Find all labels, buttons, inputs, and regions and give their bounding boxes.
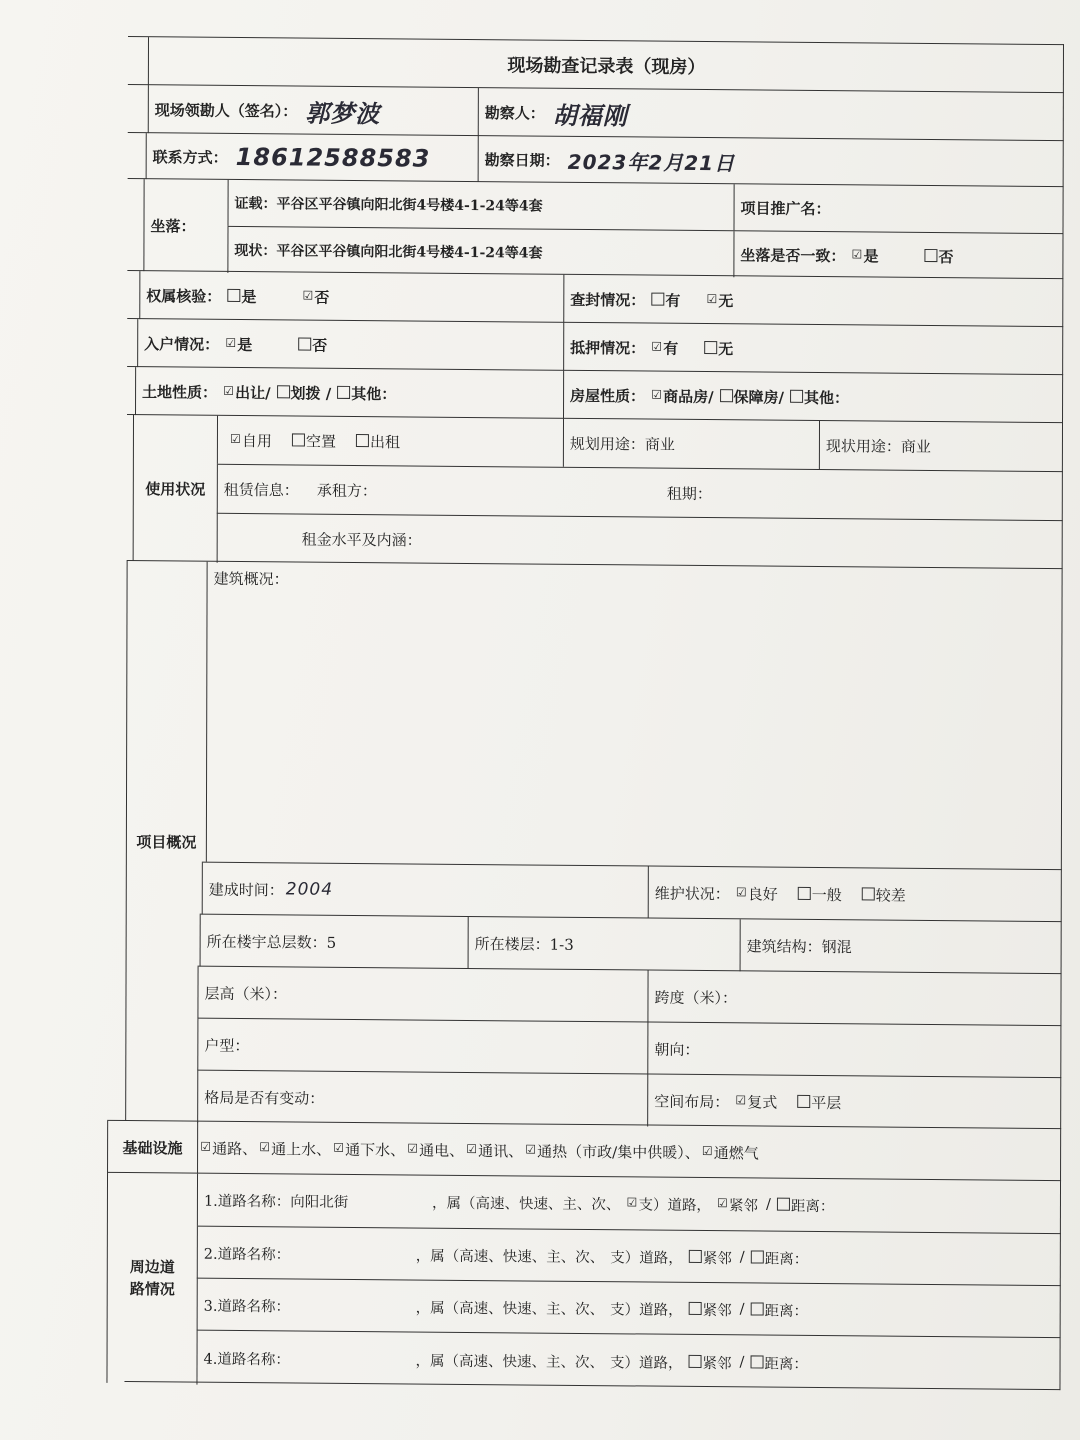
road-2-close: ）道路， <box>624 1249 683 1267</box>
road-4-distance: 距离： <box>764 1356 808 1373</box>
flat-checkbox[interactable] <box>797 1094 810 1107</box>
house-opt-affordable: 保障房/ <box>733 387 785 407</box>
road-2-type: ，属（高速、快速、主、次、 <box>415 1248 605 1266</box>
land-transfer-checkbox[interactable]: ☑ <box>223 383 234 398</box>
infra-telecom-text: 通讯、 <box>478 1141 524 1160</box>
ownership-no-checkbox[interactable]: ☑ <box>302 288 314 303</box>
use-self-text: 自用 <box>241 431 272 450</box>
use-vacant-text: 空置 <box>305 432 336 451</box>
flat-text: 平层 <box>811 1093 842 1112</box>
infra-gas-checkbox[interactable]: ☑ <box>701 1143 713 1158</box>
none-text: 无 <box>718 291 734 310</box>
road-1-distance-checkbox[interactable] <box>777 1197 790 1210</box>
total-floors: 所在楼宇总层数：5 <box>200 915 468 969</box>
mortgage-none-checkbox[interactable] <box>704 341 717 354</box>
infra-water-in-checkbox[interactable]: ☑ <box>259 1139 271 1154</box>
land-opt-allocate: 划拨 / <box>290 383 332 403</box>
road-3-branch: 支 <box>610 1301 625 1318</box>
height-subrow <box>197 966 1061 1027</box>
floors-subrow <box>200 914 1062 975</box>
road-2-adjacent: 紧邻 <box>702 1250 732 1267</box>
maintain-poor-text: 较差 <box>875 886 906 905</box>
build-time-subrow <box>202 862 1062 923</box>
road-3-adjacent: 紧邻 <box>702 1302 732 1319</box>
ownership-cell <box>139 271 563 323</box>
infra-road-text: 通路、 <box>212 1139 258 1158</box>
maintain-avg-checkbox[interactable] <box>798 886 811 899</box>
no-text: 否 <box>314 288 330 307</box>
road-1-branch: 支 <box>638 1196 653 1214</box>
road-4-distance-checkbox[interactable] <box>750 1355 763 1368</box>
road-3-adjacent-checkbox[interactable] <box>689 1301 702 1314</box>
floor-location: 所在楼层：1-3 <box>468 917 740 971</box>
span: 跨度（米）： <box>647 971 1061 1027</box>
road-4-name: 4.道路名称： <box>203 1351 290 1368</box>
house-other-checkbox[interactable] <box>790 389 803 402</box>
road-3-type: ，属（高速、快速、主、次、 <box>415 1300 605 1318</box>
seizure-cell <box>563 275 1063 327</box>
maintain-label: 维护状况： <box>654 884 730 903</box>
mortgage-have-checkbox[interactable]: ☑ <box>651 339 663 354</box>
ownership-yes-checkbox[interactable] <box>227 288 240 301</box>
no-text: 否 <box>938 247 954 266</box>
land-opt-other: 其他： <box>351 384 397 403</box>
road-1-subrow <box>197 1174 1061 1234</box>
project-row <box>125 560 1062 1129</box>
location-row <box>127 178 1063 279</box>
cert-subrow <box>228 180 1064 233</box>
use-vacant-checkbox[interactable] <box>292 433 305 446</box>
location-label: 坐落： <box>143 179 227 272</box>
seizure-have-checkbox[interactable] <box>651 292 664 305</box>
project-label: 项目概况 <box>125 561 206 1122</box>
infra-heat-text: 通热（市政/集中供暖）、 <box>537 1142 700 1162</box>
land-other-checkbox[interactable] <box>337 385 350 398</box>
actual-use: 现状用途：商业 <box>819 421 1063 471</box>
structure: 建筑结构：钢混 <box>740 919 1062 974</box>
layout-change: 格局是否有变动： <box>197 1071 647 1127</box>
infra-heat-checkbox[interactable]: ☑ <box>525 1141 537 1157</box>
date-label: 勘察日期： <box>484 150 560 170</box>
road-4-adjacent: 紧邻 <box>702 1355 732 1372</box>
road-2-slash: / <box>739 1249 745 1266</box>
building-overview-label: 建筑概况： <box>206 562 1063 869</box>
infra-power-checkbox[interactable]: ☑ <box>407 1140 419 1156</box>
entry-label: 入户情况： <box>144 334 220 354</box>
house-label: 房屋性质： <box>570 386 646 406</box>
road-4-adjacent-checkbox[interactable] <box>689 1354 702 1367</box>
road-1-branch-checkbox[interactable]: ☑ <box>626 1194 638 1209</box>
usage-subrow-2 <box>217 464 1063 521</box>
road-1-adjacent-checkbox[interactable]: ☑ <box>717 1195 728 1210</box>
maintain-good-checkbox[interactable]: ☑ <box>735 884 747 899</box>
road-3-close: ）道路， <box>624 1301 683 1319</box>
orientation: 朝向： <box>647 1023 1061 1079</box>
yes-text: 是 <box>237 335 253 354</box>
use-self-checkbox[interactable]: ☑ <box>230 431 241 446</box>
road-2-branch: 支 <box>610 1249 625 1266</box>
guide-signature: 郭梦波 <box>305 99 381 128</box>
guide-cell <box>148 85 478 136</box>
build-time-cell <box>202 863 648 919</box>
unit-subrow <box>197 1018 1061 1079</box>
usage-row <box>127 414 1063 569</box>
road-1 <box>197 1174 1061 1234</box>
infra-gas-text: 通燃气 <box>713 1143 759 1163</box>
space-layout-label: 空间布局： <box>654 1092 730 1111</box>
form-title: 现场勘查记录表（现房） <box>148 37 1064 93</box>
entry-yes-checkbox[interactable]: ☑ <box>225 335 237 350</box>
road-3-slash: / <box>739 1301 745 1318</box>
house-affordable-checkbox[interactable] <box>720 389 733 402</box>
date-value: 2023年2月21日 <box>567 149 736 175</box>
consistent-cell <box>733 231 1063 280</box>
consistent-yes-checkbox[interactable]: ☑ <box>851 246 863 261</box>
floor-height: 层高（米）： <box>197 967 647 1023</box>
yes-text: 是 <box>241 287 257 306</box>
lease-term-label: 租期： <box>666 484 712 504</box>
usage-options <box>217 416 563 467</box>
ownership-label: 权属核验： <box>146 286 222 306</box>
contact-label: 联系方式： <box>152 147 228 167</box>
road-1-close: ）道路， <box>652 1197 711 1214</box>
infra-power-text: 通电、 <box>419 1141 465 1160</box>
land-allocate-checkbox[interactable] <box>277 385 290 398</box>
date-cell <box>478 136 1064 187</box>
surveyor-cell <box>478 88 1064 141</box>
infra-water-in-text: 通上水、 <box>271 1139 332 1159</box>
road-3-name: 3.道路名称： <box>203 1298 291 1315</box>
overview-area <box>206 562 1063 869</box>
rental-cell <box>217 465 1063 521</box>
entry-cell <box>137 319 563 371</box>
road-2-adjacent-checkbox[interactable] <box>689 1249 702 1262</box>
infra-road-checkbox[interactable]: ☑ <box>200 1139 211 1154</box>
road-1-distance: 距离： <box>790 1198 835 1215</box>
none-text: 无 <box>718 339 734 358</box>
duplex-text: 复式 <box>747 1092 778 1112</box>
land-label: 土地性质： <box>142 382 218 402</box>
land-cell <box>135 367 563 419</box>
usage-subrow-1 <box>217 416 1063 471</box>
maintain-poor-checkbox[interactable] <box>862 887 875 900</box>
maintain-good-text: 良好 <box>747 884 778 904</box>
surveyor-signature: 胡福刚 <box>552 101 628 130</box>
build-time-label: 建成时间： <box>208 880 284 899</box>
infra-water-out-text: 通下水、 <box>345 1140 406 1159</box>
contact-cell <box>146 133 478 182</box>
road-3-subrow <box>197 1278 1061 1339</box>
consistent-label: 坐落是否一致： <box>740 245 846 265</box>
land-opt-transfer: 出让/ <box>235 383 271 402</box>
road-4-branch: 支 <box>610 1354 625 1371</box>
road-4-type: ，属（高速、快速、主、次、 <box>415 1353 605 1371</box>
infra-label: 基础设施 <box>107 1121 197 1174</box>
survey-form <box>124 36 1064 1390</box>
build-time-value: 2004 <box>285 879 334 900</box>
promo-name-label: 项目推广名： <box>734 184 1064 233</box>
road-3 <box>197 1279 1061 1339</box>
road-1-adjacent: 紧邻 <box>728 1197 758 1215</box>
road-1-type: ，属（高速、快速、主、次、 <box>431 1195 621 1213</box>
cert-address: 证载：平谷区平谷镇向阳北街4号楼4-1-24等4套 <box>228 180 734 230</box>
lessee-label: 承租方： <box>316 481 377 501</box>
house-commercial-checkbox[interactable]: ☑ <box>651 387 662 402</box>
road-3-distance-checkbox[interactable] <box>751 1302 764 1315</box>
consistent-no-checkbox[interactable] <box>924 248 937 261</box>
road-2-subrow <box>197 1226 1061 1287</box>
seizure-none-checkbox[interactable]: ☑ <box>706 291 718 306</box>
have-text: 有 <box>663 339 679 358</box>
roads-row <box>106 1172 1061 1391</box>
have-text: 有 <box>665 291 681 310</box>
road-1-name: 1.道路名称：向阳北街 <box>203 1193 349 1211</box>
house-opt-other: 其他： <box>804 388 850 407</box>
rental-info-label: 租赁信息： <box>223 480 299 500</box>
road-4 <box>196 1331 1060 1393</box>
road-4-subrow <box>196 1330 1060 1393</box>
seizure-label: 查封情况： <box>570 290 646 310</box>
surveyor-label: 勘察人： <box>484 103 545 123</box>
usage-label: 使用状况 <box>133 415 217 562</box>
road-2-distance-checkbox[interactable] <box>751 1250 764 1263</box>
mortgage-label: 抵押情况： <box>570 338 646 358</box>
entry-no-checkbox[interactable] <box>298 337 311 350</box>
roads-label: 周边道路情况 <box>106 1173 197 1384</box>
maintain-avg-text: 一般 <box>811 885 842 904</box>
no-text: 否 <box>312 336 328 355</box>
road-1-slash: / <box>765 1196 771 1213</box>
rent-level-label: 租金水平及内涵： <box>217 514 1063 570</box>
house-cell <box>563 371 1063 423</box>
guide-label: 现场领勘人（签名）： <box>154 100 298 120</box>
road-4-close: ）道路， <box>624 1354 683 1372</box>
road-2-name: 2.道路名称： <box>203 1246 291 1263</box>
use-rent-text: 出租 <box>369 432 401 451</box>
space-layout-cell <box>647 1075 1061 1131</box>
infra-row <box>107 1120 1061 1181</box>
mortgage-cell <box>563 323 1063 375</box>
yes-text: 是 <box>863 246 879 266</box>
infra-water-out-checkbox[interactable]: ☑ <box>333 1140 345 1155</box>
use-rent-checkbox[interactable] <box>356 433 369 446</box>
road-2 <box>197 1227 1061 1287</box>
actual-address: 现状：平谷区平谷镇向阳北街4号楼4-1-24等4套 <box>227 227 733 277</box>
infra-options <box>197 1122 1061 1182</box>
duplex-checkbox[interactable]: ☑ <box>735 1092 747 1107</box>
road-3-distance: 距离： <box>764 1303 809 1320</box>
plan-use: 规划用途：商业 <box>563 419 819 469</box>
maintain-cell <box>648 867 1062 923</box>
infra-telecom-checkbox[interactable]: ☑ <box>466 1141 478 1156</box>
unit-type: 户型： <box>197 1019 647 1075</box>
road-2-distance: 距离： <box>764 1251 809 1268</box>
house-opt-commercial: 商品房/ <box>663 387 714 406</box>
road-4-slash: / <box>739 1354 745 1371</box>
contact-value: 18612588583 <box>235 142 431 173</box>
